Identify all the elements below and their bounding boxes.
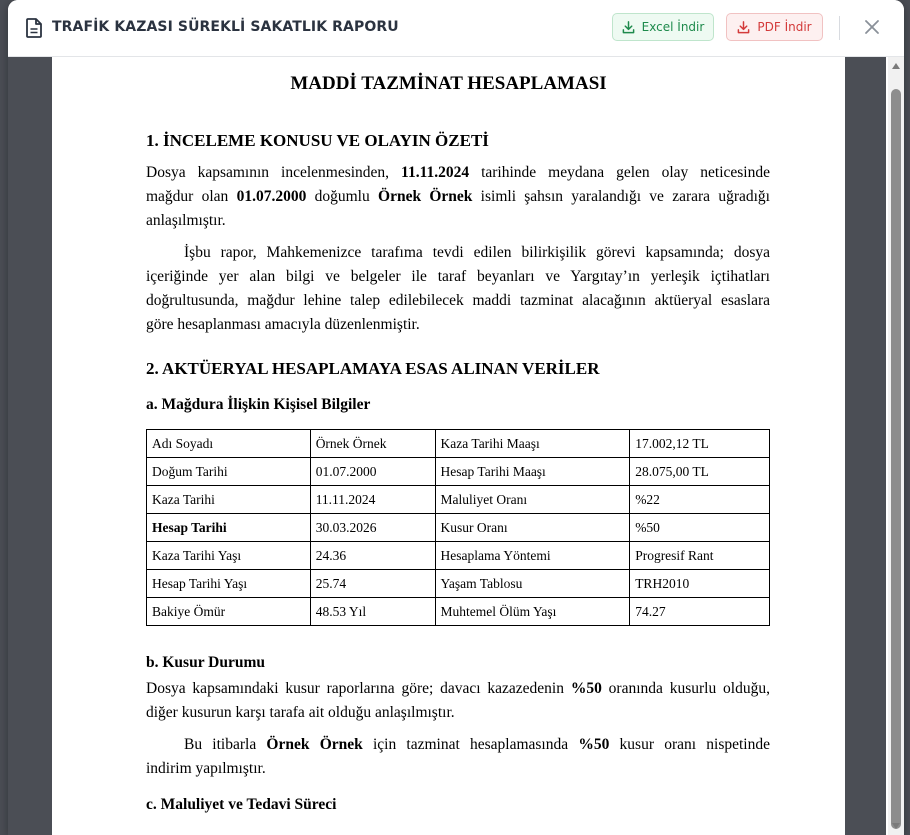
table-cell: 01.07.2000	[310, 458, 435, 486]
table-cell: 74.27	[630, 598, 770, 626]
personal-info-table	[146, 429, 770, 626]
table-row	[147, 598, 770, 626]
document-icon	[26, 18, 42, 38]
pdf-download-label: PDF İndir	[757, 20, 812, 34]
table-row	[147, 514, 770, 542]
table-cell: 24.36	[310, 542, 435, 570]
table-cell: Yaşam Tablosu	[435, 570, 630, 598]
document-page	[52, 57, 845, 835]
table-cell: 30.03.2026	[310, 514, 435, 542]
close-icon[interactable]	[862, 17, 882, 37]
excel-download-label: Excel İndir	[641, 20, 705, 34]
table-cell: Örnek Örnek	[310, 430, 435, 458]
table-cell: Hesap Tarihi	[147, 514, 311, 542]
table-cell: Kaza Tarihi	[147, 486, 311, 514]
header-divider	[839, 16, 840, 40]
table-row	[147, 430, 770, 458]
fault-paragraph: Dosya kapsamındaki kusur raporlarına göre; davacı kazazedenin %50 oranında kusurlu olduğu, diğer kusurun karşı tarafa ait olduğu anlaşılmıştır.	[146, 680, 770, 721]
scrollbar-thumb[interactable]	[891, 89, 901, 829]
modal-title: TRAFİK KAZASI SÜREKLİ SAKATLIK RAPORU	[52, 19, 399, 35]
table-cell: 17.002,12 TL	[630, 430, 770, 458]
document-viewer[interactable]	[8, 57, 886, 835]
document-title: MADDİ TAZMİNAT HESAPLAMASI	[290, 73, 607, 94]
subsection-heading-a: a. Mağdura İlişkin Kişisel Bilgiler	[146, 396, 371, 413]
table-cell: 11.11.2024	[310, 486, 435, 514]
subsection-heading-c: c. Maluliyet ve Tedavi Süreci	[146, 796, 337, 813]
scrollbar[interactable]	[888, 57, 904, 835]
victim-name: Örnek Örnek	[378, 188, 473, 205]
table-row	[147, 458, 770, 486]
table-cell: Kaza Tarihi Yaşı	[147, 542, 311, 570]
table-cell: Kusur Oranı	[435, 514, 630, 542]
table-cell: TRH2010	[630, 570, 770, 598]
pdf-download-button[interactable]	[726, 13, 823, 41]
table-cell: 28.075,00 TL	[630, 458, 770, 486]
table-cell: Hesap Tarihi Maaşı	[435, 458, 630, 486]
table-row	[147, 570, 770, 598]
section-heading-2: 2. AKTÜERYAL HESAPLAMAYA ESAS ALINAN VERİLER	[146, 359, 600, 378]
birth-date: 01.07.2000	[236, 188, 307, 205]
table-cell: Adı Soyadı	[147, 430, 311, 458]
table-cell: Kaza Tarihi Maaşı	[435, 430, 630, 458]
table-cell: Bakiye Ömür	[147, 598, 311, 626]
modal-header	[8, 0, 904, 57]
table-cell: %22	[630, 486, 770, 514]
scroll-up-arrow-icon[interactable]	[892, 63, 900, 69]
table-cell: %50	[630, 514, 770, 542]
table-cell: Progresif Rant	[630, 542, 770, 570]
section-heading-1: 1. İNCELEME KONUSU VE OLAYIN ÖZETİ	[146, 131, 489, 150]
table-cell: Muhtemel Ölüm Yaşı	[435, 598, 630, 626]
table-cell: Hesaplama Yöntemi	[435, 542, 630, 570]
accident-date: 11.11.2024	[401, 164, 470, 181]
summary-paragraph: Dosya kapsamının incelenmesinden, 11.11.2024 tarihinde meydana gelen olay neticesinde mağdur olan 01.07.2000 doğumlu Örnek Örnek isimli şahsın yaralandığı ve zarara uğradığı anlaşılmıştır.	[146, 164, 770, 229]
table-row	[147, 486, 770, 514]
download-icon	[622, 21, 635, 34]
report-modal	[8, 0, 904, 835]
excel-download-button[interactable]	[612, 13, 714, 41]
deduction-paragraph: Bu itibarla Örnek Örnek için tazminat hesaplamasında %50 kusur oranı nispetinde indirim yapılmıştır.	[146, 736, 770, 777]
subsection-heading-b: b. Kusur Durumu	[146, 654, 266, 671]
scroll-down-arrow-icon[interactable]	[892, 823, 900, 829]
table-cell: 25.74	[310, 570, 435, 598]
table-row	[147, 542, 770, 570]
download-icon	[737, 21, 750, 34]
table-cell: 48.53 Yıl	[310, 598, 435, 626]
table-cell: Maluliyet Oranı	[435, 486, 630, 514]
table-cell: Hesap Tarihi Yaşı	[147, 570, 311, 598]
table-cell: Doğum Tarihi	[147, 458, 311, 486]
purpose-paragraph: İşbu rapor, Mahkemenizce tarafıma tevdi edilen bilirkişilik görevi kapsamında; dosya içeriğinde yer alan bilgi ve belgeler ile taraf beyanları ve Yargıtay’ın yerleşik içtihatları doğrultusunda, mağdur lehine talep edilebilecek maddi tazminat alacağının aktüeryal esaslara göre hesaplanması amacıyla düzenlenmiştir.	[146, 244, 770, 333]
